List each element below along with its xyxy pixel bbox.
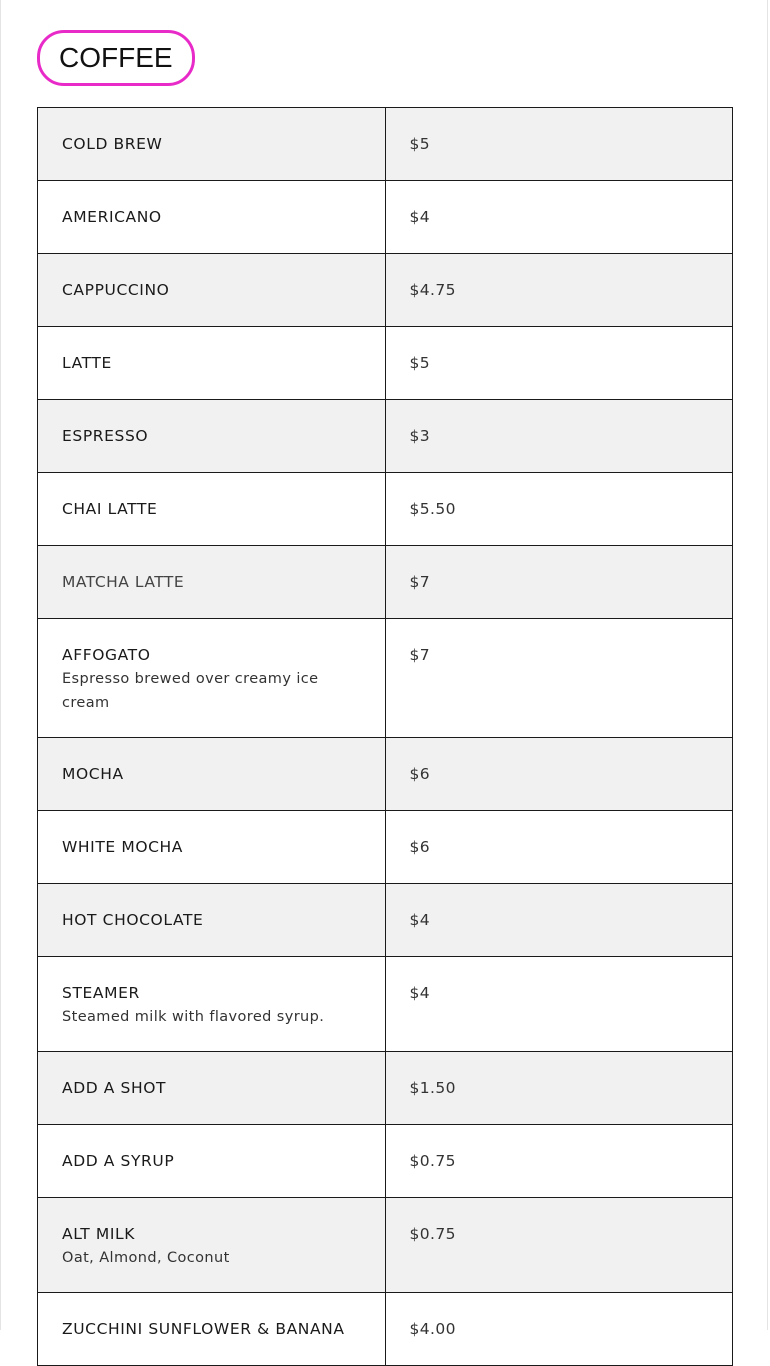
item-name: STEAMER <box>62 984 140 1002</box>
item-price: $6 <box>409 838 431 856</box>
item-price: $0.75 <box>409 1152 456 1170</box>
item-price-cell <box>385 546 733 619</box>
item-name: WHITE MOCHA <box>62 838 183 856</box>
menu-row <box>38 400 733 473</box>
item-price: $7 <box>409 646 431 664</box>
item-price-cell <box>385 619 733 738</box>
item-name: CHAI LATTE <box>62 500 158 518</box>
section-title-badge <box>37 30 195 86</box>
menu-row <box>38 884 733 957</box>
menu-row <box>38 619 733 738</box>
item-name: AFFOGATO <box>62 646 151 664</box>
item-price-cell <box>385 1052 733 1125</box>
item-price-cell <box>385 1198 733 1293</box>
item-description: Steamed milk with flavored syrup. <box>62 1009 325 1025</box>
item-description: Oat, Almond, Coconut <box>62 1250 230 1266</box>
item-price: $1.50 <box>409 1079 456 1097</box>
item-price-cell <box>385 181 733 254</box>
item-price-cell <box>385 327 733 400</box>
menu-row <box>38 811 733 884</box>
item-name-cell <box>38 1052 386 1125</box>
menu-row <box>38 1293 733 1366</box>
item-price-cell <box>385 738 733 811</box>
menu-row <box>38 1198 733 1293</box>
menu-row <box>38 181 733 254</box>
item-name: HOT CHOCOLATE <box>62 911 204 929</box>
item-price-cell <box>385 1293 733 1366</box>
item-name: COLD BREW <box>62 135 163 153</box>
item-name-cell <box>38 400 386 473</box>
item-name-cell <box>38 108 386 181</box>
item-name: ADD A SHOT <box>62 1079 167 1097</box>
item-name: MATCHA LATTE <box>62 573 185 591</box>
item-price: $5 <box>409 354 431 372</box>
item-name: LATTE <box>62 354 112 372</box>
item-price-cell <box>385 811 733 884</box>
item-name-cell <box>38 1293 386 1366</box>
item-price: $4 <box>409 208 431 226</box>
item-price: $4 <box>409 984 431 1002</box>
menu-row <box>38 327 733 400</box>
item-price: $6 <box>409 765 431 783</box>
item-price: $4.75 <box>409 281 456 299</box>
item-name: ADD A SYRUP <box>62 1152 175 1170</box>
menu-row <box>38 108 733 181</box>
item-price: $7 <box>409 573 431 591</box>
item-name: AMERICANO <box>62 208 162 226</box>
menu-row <box>38 473 733 546</box>
item-name-cell <box>38 473 386 546</box>
item-name: CAPPUCCINO <box>62 281 170 299</box>
item-name-cell <box>38 181 386 254</box>
item-price: $5 <box>409 135 431 153</box>
menu-row <box>38 546 733 619</box>
item-price-cell <box>385 884 733 957</box>
menu-row <box>38 957 733 1052</box>
item-price-cell <box>385 1125 733 1198</box>
item-name-cell <box>38 884 386 957</box>
item-name-cell <box>38 738 386 811</box>
item-name: ALT MILK <box>62 1225 136 1243</box>
menu-row <box>38 1052 733 1125</box>
menu-row <box>38 738 733 811</box>
item-name-cell <box>38 327 386 400</box>
item-name: ESPRESSO <box>62 427 149 445</box>
item-price: $3 <box>409 427 431 445</box>
item-name-cell <box>38 811 386 884</box>
menu-row <box>38 1125 733 1198</box>
item-price: $5.50 <box>409 500 456 518</box>
item-price: $4.00 <box>409 1320 456 1338</box>
item-name-cell <box>38 1125 386 1198</box>
item-price-cell <box>385 473 733 546</box>
item-price-cell <box>385 957 733 1052</box>
item-name: ZUCCHINI SUNFLOWER & BANANA <box>62 1320 345 1338</box>
item-price-cell <box>385 108 733 181</box>
item-name-cell <box>38 254 386 327</box>
item-name-cell <box>38 957 386 1052</box>
menu-row <box>38 254 733 327</box>
item-price-cell <box>385 254 733 327</box>
item-description: Espresso brewed over creamy ice cream <box>62 671 319 711</box>
item-price: $0.75 <box>409 1225 456 1243</box>
item-price: $4 <box>409 911 431 929</box>
item-name: MOCHA <box>62 765 124 783</box>
menu-table <box>37 107 733 1366</box>
item-price-cell <box>385 400 733 473</box>
item-name-cell <box>38 546 386 619</box>
item-name-cell <box>38 1198 386 1293</box>
section-title: COFFEE <box>59 42 173 73</box>
item-name-cell <box>38 619 386 738</box>
